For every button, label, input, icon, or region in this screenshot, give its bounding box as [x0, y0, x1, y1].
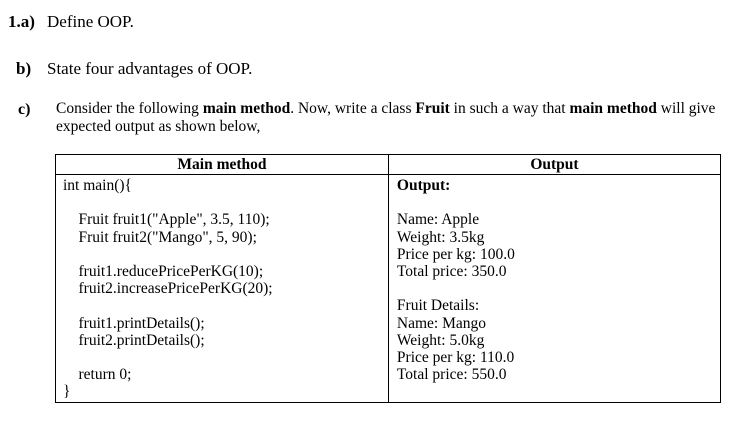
output-line: Price per kg: 100.0 — [396, 245, 515, 263]
code-line: fruit2.printDetails(); — [63, 331, 205, 349]
question-c-text-part: main method — [202, 100, 291, 117]
code-lines — [56, 175, 388, 402]
code-line: fruit1.printDetails(); — [63, 314, 205, 332]
question-b-text: State four advantages of OOP. — [47, 59, 253, 78]
output-line: Fruit Details: — [396, 297, 480, 315]
header-output: Output — [388, 155, 720, 175]
question-b-label: b) — [16, 59, 32, 78]
question-a-text: Define OOP. — [47, 12, 134, 31]
table-body-row — [56, 175, 721, 403]
question-a — [8, 12, 35, 32]
table-header-row — [56, 155, 721, 175]
code-line: fruit2.increasePricePerKG(20); — [63, 280, 273, 298]
question-c-text — [56, 100, 726, 136]
output-line — [397, 280, 720, 297]
output-lines — [389, 175, 720, 402]
question-c-text-part: will give expected output as shown below, — [56, 100, 716, 135]
question-c-text-part: main method — [569, 100, 657, 117]
output-line: Weight: 5.0kg — [396, 331, 485, 349]
output-line: Total price: 550.0 — [396, 366, 507, 384]
code-line — [63, 297, 388, 314]
code-line: } — [63, 383, 71, 401]
main-method-output-table — [55, 154, 721, 403]
question-c-text-part: in such a way that — [449, 100, 570, 117]
code-line: Fruit fruit2("Mango", 5, 90); — [63, 228, 257, 246]
question-c-label: c) — [18, 101, 31, 118]
output-line: Name: Apple — [396, 211, 480, 229]
main-method-cell — [56, 175, 389, 403]
question-c-text-part: . Now, write a class — [290, 100, 416, 117]
output-line: Weight: 3.5kg — [396, 228, 485, 246]
output-cell — [388, 175, 720, 403]
code-line — [63, 194, 388, 211]
output-line — [397, 383, 720, 400]
question-a-label: 1.a) — [8, 12, 35, 31]
question-b — [16, 59, 31, 79]
code-line — [63, 246, 388, 263]
code-line — [63, 349, 388, 366]
code-line: return 0; — [63, 366, 132, 384]
question-c-text-part: Consider the following — [56, 100, 203, 117]
question-c — [18, 100, 30, 120]
output-line: Total price: 350.0 — [396, 262, 507, 280]
header-main-method: Main method — [56, 155, 389, 175]
question-c-text-part: Fruit — [415, 100, 450, 117]
code-line: Fruit fruit1("Apple", 3.5, 110); — [63, 211, 270, 229]
output-line — [397, 194, 720, 211]
output-line: Price per kg: 110.0 — [396, 348, 515, 366]
code-line: fruit1.reducePricePerKG(10); — [63, 262, 264, 280]
output-line: Output: — [396, 177, 451, 194]
output-line: Name: Mango — [396, 314, 487, 332]
code-line: int main(){ — [63, 177, 132, 194]
